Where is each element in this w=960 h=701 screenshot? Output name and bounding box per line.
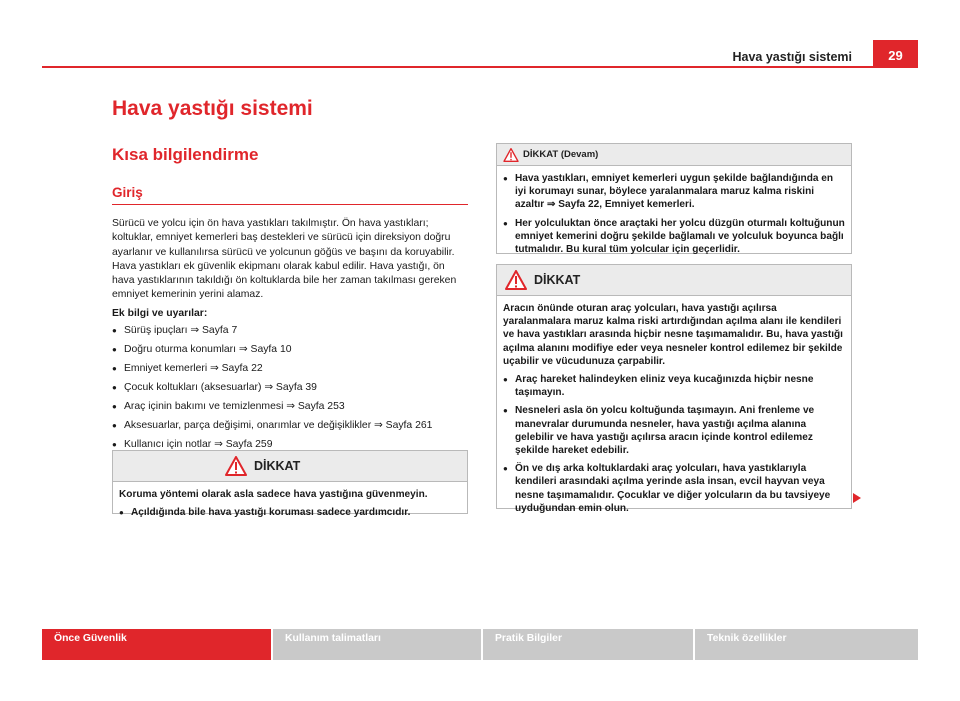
- intro-paragraph: Sürücü ve yolcu için ön hava yastıkları takılmıştır. Ön hava yastıkları; koltuklar, emniyet kemerleri baş destekleri ve sürücü için direksiyon doğru ayarlanır ve kullanılırsa sürücü ve yolcunun göğüs ve başını da koruyabilir. Hava yastıkları ek güvenlik ekipmanı olarak kabul edilir. Hava yastığı, ön hava yastıklarının takıldığı ön koltuklarda bile her zaman takılması gereken emniyet kemerinin yerini alamaz.: [112, 218, 457, 301]
- warning-bullet: ● Açıldığında bile hava yastığı koruması sadece yardımcıdır.: [119, 506, 461, 519]
- footer-tab-practical[interactable]: Pratik Bilgiler: [483, 629, 693, 660]
- warning-bullet: ● Araç hareket halindeyken eliniz veya kucağınızda hiçbir nesne taşımayın.: [503, 373, 845, 399]
- reference-link[interactable]: ● Aksesuarlar, parça değişimi, onarımlar ve değişiklikler ⇒ Sayfa 261: [112, 419, 468, 438]
- warning-box: [112, 450, 468, 519]
- continue-arrow-icon: [853, 493, 861, 503]
- warning-title: DİKKAT: [534, 273, 581, 287]
- reference-link[interactable]: ● Araç içinin bakımı ve temizlenmesi ⇒ Sayfa 253: [112, 400, 468, 419]
- warning-icon: [503, 148, 519, 162]
- reference-link[interactable]: ● Doğru oturma konumları ⇒ Sayfa 10: [112, 343, 468, 362]
- warning-icon: [505, 270, 527, 290]
- extra-info-heading: Ek bilgi ve uyarılar:: [112, 308, 208, 319]
- header-divider: [42, 66, 918, 68]
- warning-text: Koruma yöntemi olarak asla sadece hava yastığına güvenmeyin.: [119, 489, 428, 500]
- warning-bullet: ● Nesneleri asla ön yolcu koltuğunda taşımayın. Ani frenleme ve manevralar durumunda nesneler, hava yastığı açılma alanına gelebilir ve hava yastığı açılırsa aracın içinde kontrol edilemez şekilde hareket edebilir.: [503, 404, 845, 457]
- footer-tab-safety[interactable]: Önce Güvenlik: [42, 629, 271, 660]
- warning-title: DİKKAT: [254, 459, 301, 473]
- reference-link[interactable]: ● Emniyet kemerleri ⇒ Sayfa 22: [112, 362, 468, 381]
- footer-tab-technical[interactable]: Teknik özellikler: [695, 629, 918, 660]
- warning-box: [496, 264, 852, 514]
- section-title: Giriş: [112, 185, 143, 200]
- reference-link[interactable]: ● Kullanıcı için notlar ⇒ Sayfa 259: [112, 438, 468, 457]
- warning-icon: [225, 456, 247, 476]
- section-divider: [112, 204, 468, 205]
- reference-list: [112, 324, 468, 457]
- warning-text: Aracın önünde oturan araç yolcuları, hava yastığı açılırsa yaralanmalara maruz kalma riski artırdığından açılma alanı ile kendileri ve hava yastıkları arasında hiçbir nesne taşımamalıdır. Bu, hava yastığı açılma alanını modifiye eder veya nesneler kontrol edilemez bir şekilde uçabilir ve vücudunuza çarpabilir.: [503, 303, 843, 367]
- reference-link[interactable]: ● Çocuk koltukları (aksesuarlar) ⇒ Sayfa 39: [112, 381, 468, 400]
- reference-link[interactable]: ● Sürüş ipuçları ⇒ Sayfa 7: [112, 324, 468, 343]
- footer-tab-operation[interactable]: Kullanım talimatları: [273, 629, 481, 660]
- running-header-title: Hava yastığı sistemi: [732, 50, 852, 64]
- warning-bullet: ● Hava yastıkları, emniyet kemerleri uygun şekilde bağlandığında en iyi korumayı sunar, böylece yaralanmalara maruz kalma riskini azaltır ⇒ Sayfa 22, Emniyet kemerleri.: [503, 172, 845, 212]
- warning-bullet: ● Ön ve dış arka koltuklardaki araç yolcuları, hava yastıklarıyla kendileri arasındaki açılma yerinde asla insan, evcil hayvan veya nesne taşımamalıdır. Çocuklar ve diğer yolcuların da bu tavsiyeye uyduğundan emin olun.: [503, 462, 845, 515]
- warning-bullet: ● Her yolculuktan önce araçtaki her yolcu düzgün oturmalı koltuğunun emniyet kemerini doğru şekilde bağlamalı ve yolculuk boyunca bağlı tutmalıdır. Bu kural tüm yolcular için geçerlidir.: [503, 217, 845, 257]
- chapter-title: Kısa bilgilendirme: [112, 145, 259, 164]
- warning-title: DİKKAT (Devam): [523, 149, 599, 160]
- page-number: 29: [873, 40, 918, 68]
- warning-box-continued: [496, 143, 852, 254]
- page-title: Hava yastığı sistemi: [112, 97, 313, 120]
